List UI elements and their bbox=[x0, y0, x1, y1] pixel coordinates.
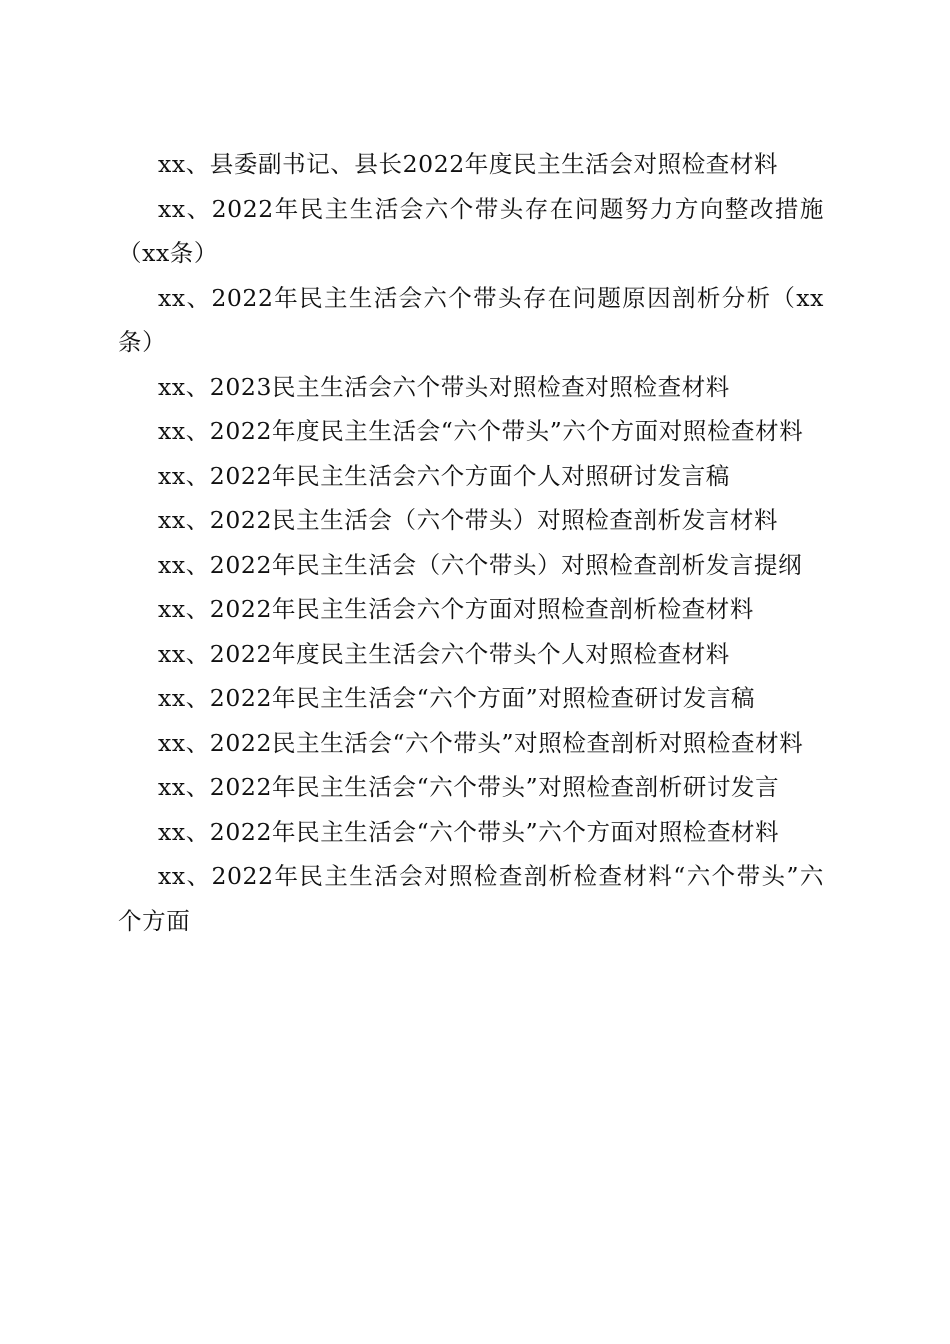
list-item: xx、2022年民主生活会六个方面对照检查剖析检查材料 bbox=[158, 595, 755, 623]
list-item: xx、2022年民主生活会“六个带头”六个方面对照检查材料 bbox=[158, 817, 780, 846]
list-item: xx、2022年民主生活会六个带头存在问题原因剖析分析（xx条） bbox=[118, 283, 824, 356]
list-item: xx、2022年民主生活会“六个带头”对照检查剖析研讨发言 bbox=[158, 773, 780, 801]
list-item: xx、2022年度民主生活会“六个带头”六个方面对照检查材料 bbox=[158, 417, 804, 445]
list-item: xx、2022年民主生活会六个方面个人对照研讨发言稿 bbox=[158, 461, 730, 490]
list-item: xx、2022年民主生活会对照检查剖析检查材料“六个带头”六个方面 bbox=[118, 862, 824, 935]
list-item: xx、县委副书记、县长2022年度民主生活会对照检查材料 bbox=[158, 150, 779, 178]
list-item: xx、2022民主生活会（六个带头）对照检查剖析发言材料 bbox=[158, 506, 779, 534]
document-body bbox=[118, 142, 824, 943]
list-item: xx、2023民主生活会六个带头对照检查对照检查材料 bbox=[158, 372, 730, 401]
list-item: xx、2022民主生活会“六个带头”对照检查剖析对照检查材料 bbox=[158, 728, 804, 757]
list-item: xx、2022年民主生活会“六个方面”对照检查研讨发言稿 bbox=[158, 684, 756, 712]
list-item: xx、2022年度民主生活会六个带头个人对照检查材料 bbox=[158, 639, 730, 668]
list-item: xx、2022年民主生活会六个带头存在问题努力方向整改措施（xx条） bbox=[118, 194, 824, 267]
list-item: xx、2022年民主生活会（六个带头）对照检查剖析发言提纲 bbox=[158, 550, 803, 579]
